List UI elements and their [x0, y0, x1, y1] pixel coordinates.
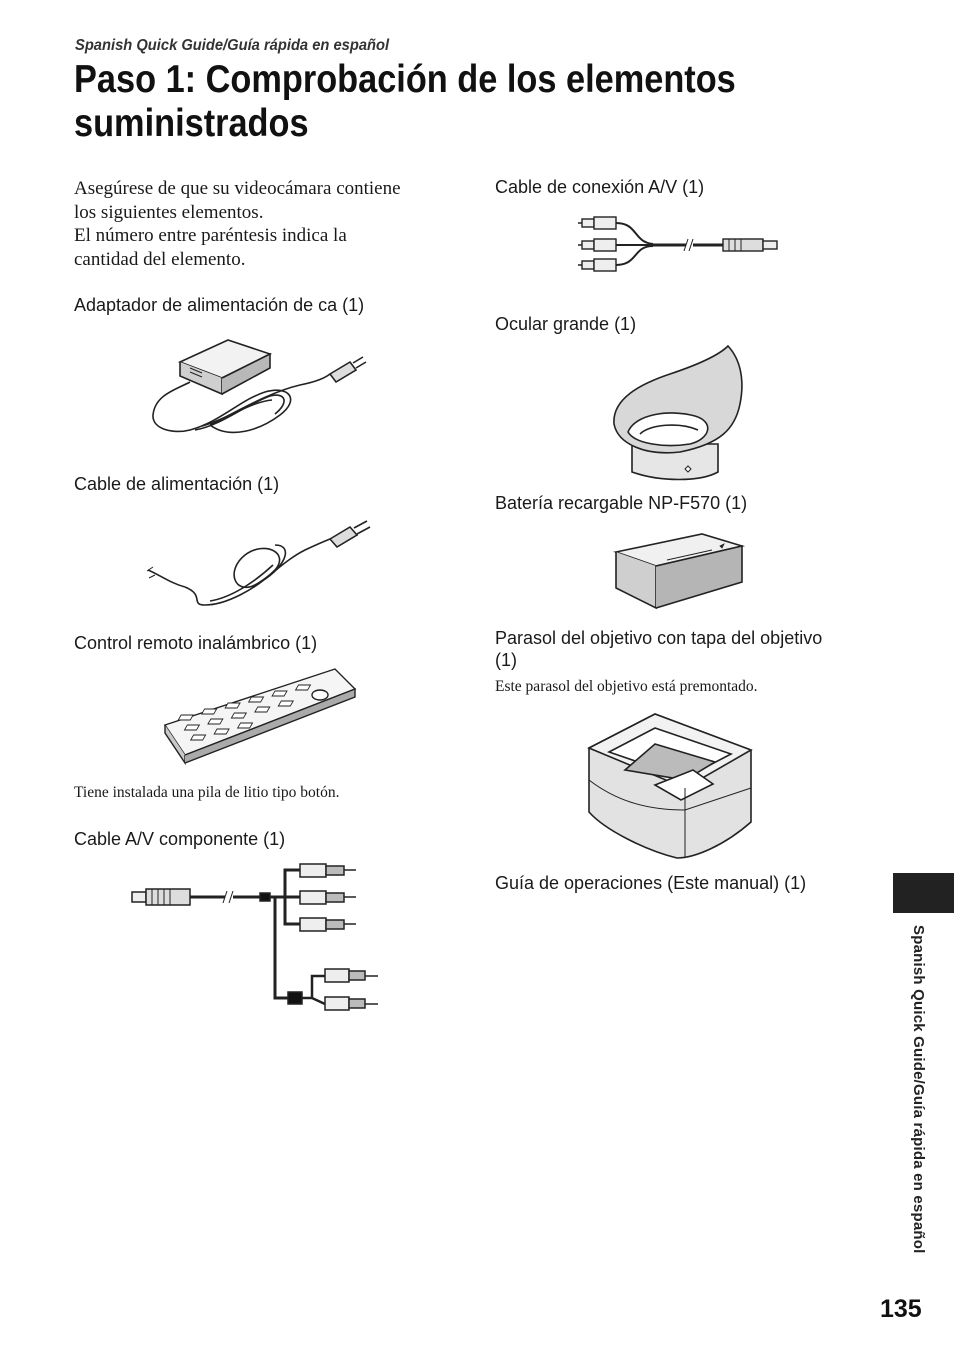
item-label-rechargeable-battery: Batería recargable NP-F570 (1) — [495, 493, 748, 513]
component-av-cable-illustration — [130, 858, 390, 1018]
item-label-lens-hood-line-1: Parasol del objetivo con tapa del objetivo — [495, 628, 823, 648]
side-tab-label — [905, 925, 935, 1265]
intro-line: cantidad del elemento. — [74, 248, 246, 270]
item-label-component-av-cable: Cable A/V componente (1) — [74, 829, 286, 849]
intro-paragraph — [74, 177, 464, 271]
item-note-lens-hood-premounted: Este parasol del objetivo está premontado. — [495, 678, 758, 695]
item-label-large-eyecup: Ocular grande (1) — [495, 314, 637, 334]
intro-line: Asegúrese de que su videocámara contiene — [74, 178, 401, 199]
page-title — [74, 58, 778, 146]
item-note-remote-battery: Tiene instalada una pila de litio tipo botón. — [74, 784, 340, 801]
item-label-lens-hood-line-2: (1) — [495, 650, 517, 670]
page-title-line-1: Paso 1: Comprobación de los elementos — [74, 58, 736, 101]
battery-illustration — [612, 530, 747, 615]
item-label-av-connecting-cable: Cable de conexión A/V (1) — [495, 177, 705, 197]
intro-line: los siguientes elementos. — [74, 201, 264, 223]
remote-control-illustration — [160, 665, 360, 765]
page-number: 135 — [880, 1295, 922, 1323]
section-tab-marker — [893, 873, 954, 913]
page-title-line-2: suministrados — [74, 102, 309, 145]
lens-hood-illustration — [585, 710, 755, 860]
power-cord-illustration — [145, 505, 380, 615]
running-head: Spanish Quick Guide/Guía rápida en español — [75, 37, 390, 54]
side-tab-text: Spanish Quick Guide/Guía rápida en español — [910, 925, 927, 1254]
item-label-power-cord: Cable de alimentación (1) — [74, 474, 280, 494]
av-connecting-cable-illustration — [578, 212, 783, 272]
ac-adaptor-illustration — [150, 330, 370, 460]
item-label-operating-guide: Guía de operaciones (Este manual) (1) — [495, 873, 807, 893]
intro-line: El número entre paréntesis indica la — [74, 225, 347, 246]
item-label-ac-adaptor: Adaptador de alimentación de ca (1) — [74, 295, 365, 315]
item-label-lens-hood — [495, 627, 875, 671]
large-eyecup-illustration — [610, 344, 750, 484]
item-label-remote-control: Control remoto inalámbrico (1) — [74, 633, 318, 653]
